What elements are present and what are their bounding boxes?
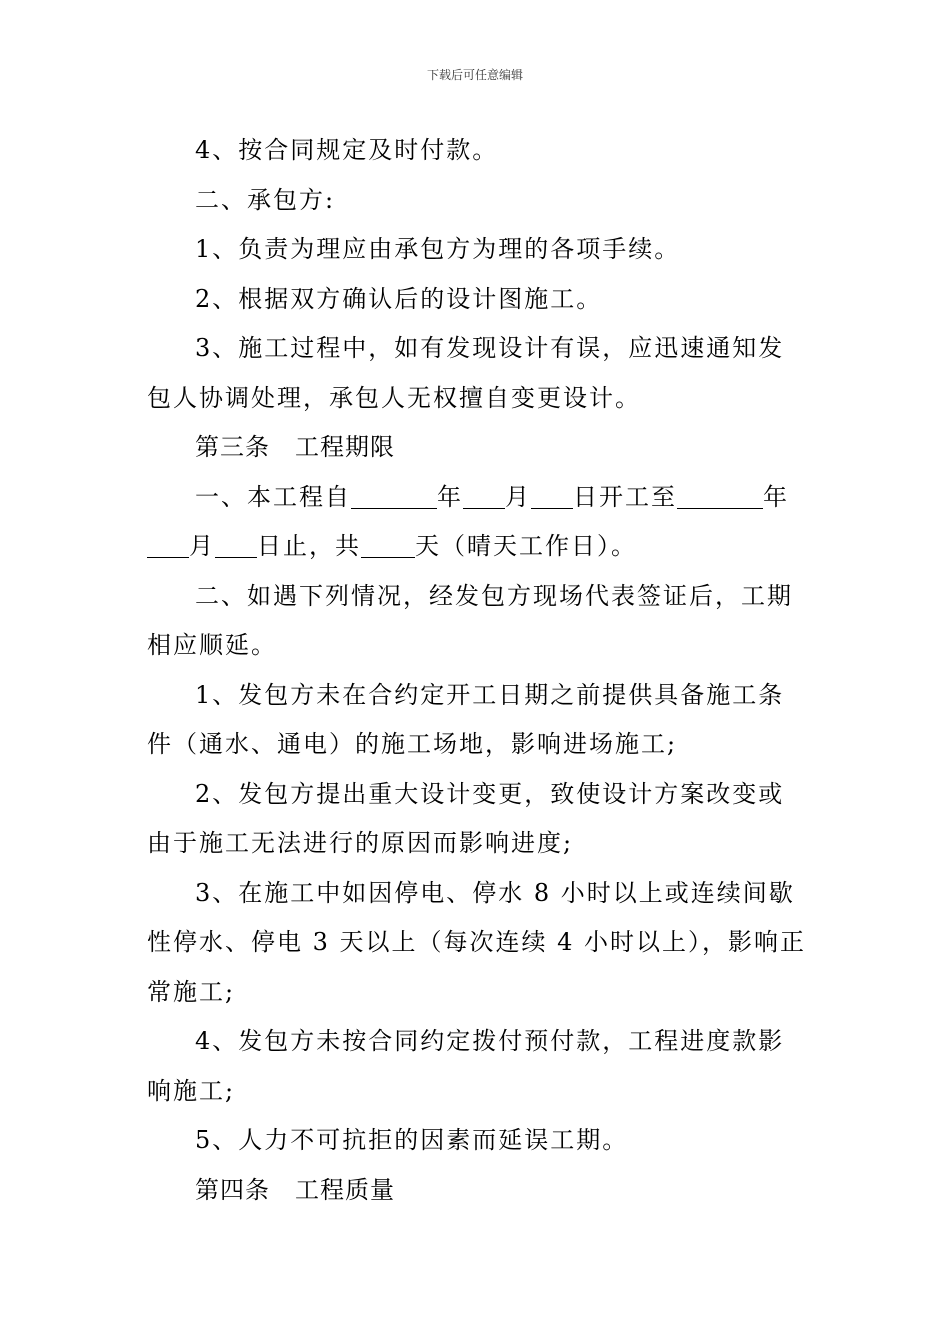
fill-blank[interactable] bbox=[361, 533, 415, 558]
fill-blank[interactable] bbox=[147, 533, 189, 558]
paragraph: 4、按合同规定及时付款。 bbox=[195, 136, 499, 164]
paragraph: 3、在施工中如因停电、停水 8 小时以上或连续间歇性停水、停电 3 天以上（每次连续 4 小时以上），影响正常施工; bbox=[147, 878, 807, 1006]
paragraph: 3、施工过程中，如有发现设计有误，应迅速通知发包人协调处理，承包人无权擅自变更设计。 bbox=[147, 334, 785, 412]
paragraph: 1、负责为理应由承包方为理的各项手续。 bbox=[195, 235, 681, 263]
text-segment: 一、本工程自 bbox=[195, 482, 351, 511]
paragraph: 2、根据双方确认后的设计图施工。 bbox=[195, 284, 603, 313]
paragraph: 1、发包方未在合约定开工日期之前提供具备施工条件（通水、通电）的施工场地，影响进场施工; bbox=[147, 680, 785, 758]
fill-blank[interactable] bbox=[351, 484, 437, 509]
header-note: 下载后可任意编辑 bbox=[426, 68, 523, 82]
text-segment: 年 bbox=[437, 482, 463, 511]
fill-blank[interactable] bbox=[215, 533, 257, 558]
paragraph: 二、如遇下列情况，经发包方现场代表签证后，工期相应顺延。 bbox=[147, 581, 793, 659]
text-segment: 月 bbox=[505, 482, 531, 511]
text-segment: 日止，共 bbox=[257, 532, 361, 560]
paragraph: 5、人力不可抗拒的因素而延误工期。 bbox=[195, 1126, 629, 1154]
text-segment: 天（晴天工作日）。 bbox=[415, 532, 637, 560]
section-heading-article-3: 第三条 工程期限 bbox=[195, 433, 395, 461]
paragraph-date-fill bbox=[147, 473, 807, 572]
section-heading-article-4: 第四条 工程质量 bbox=[195, 1175, 395, 1204]
paragraph: 二、承包方: bbox=[195, 185, 336, 214]
text-segment: 年 bbox=[763, 482, 789, 511]
fill-blank[interactable] bbox=[531, 484, 573, 509]
fill-blank[interactable] bbox=[677, 484, 763, 509]
paragraph: 4、发包方未按合同约定拨付预付款，工程进度款影响施工; bbox=[147, 1027, 785, 1105]
document-body bbox=[147, 126, 807, 1215]
text-segment: 日开工至 bbox=[573, 482, 677, 511]
text-segment: 月 bbox=[189, 532, 215, 560]
paragraph: 2、发包方提出重大设计变更，致使设计方案改变或由于施工无法进行的原因而影响进度; bbox=[147, 779, 785, 857]
fill-blank[interactable] bbox=[463, 484, 505, 509]
